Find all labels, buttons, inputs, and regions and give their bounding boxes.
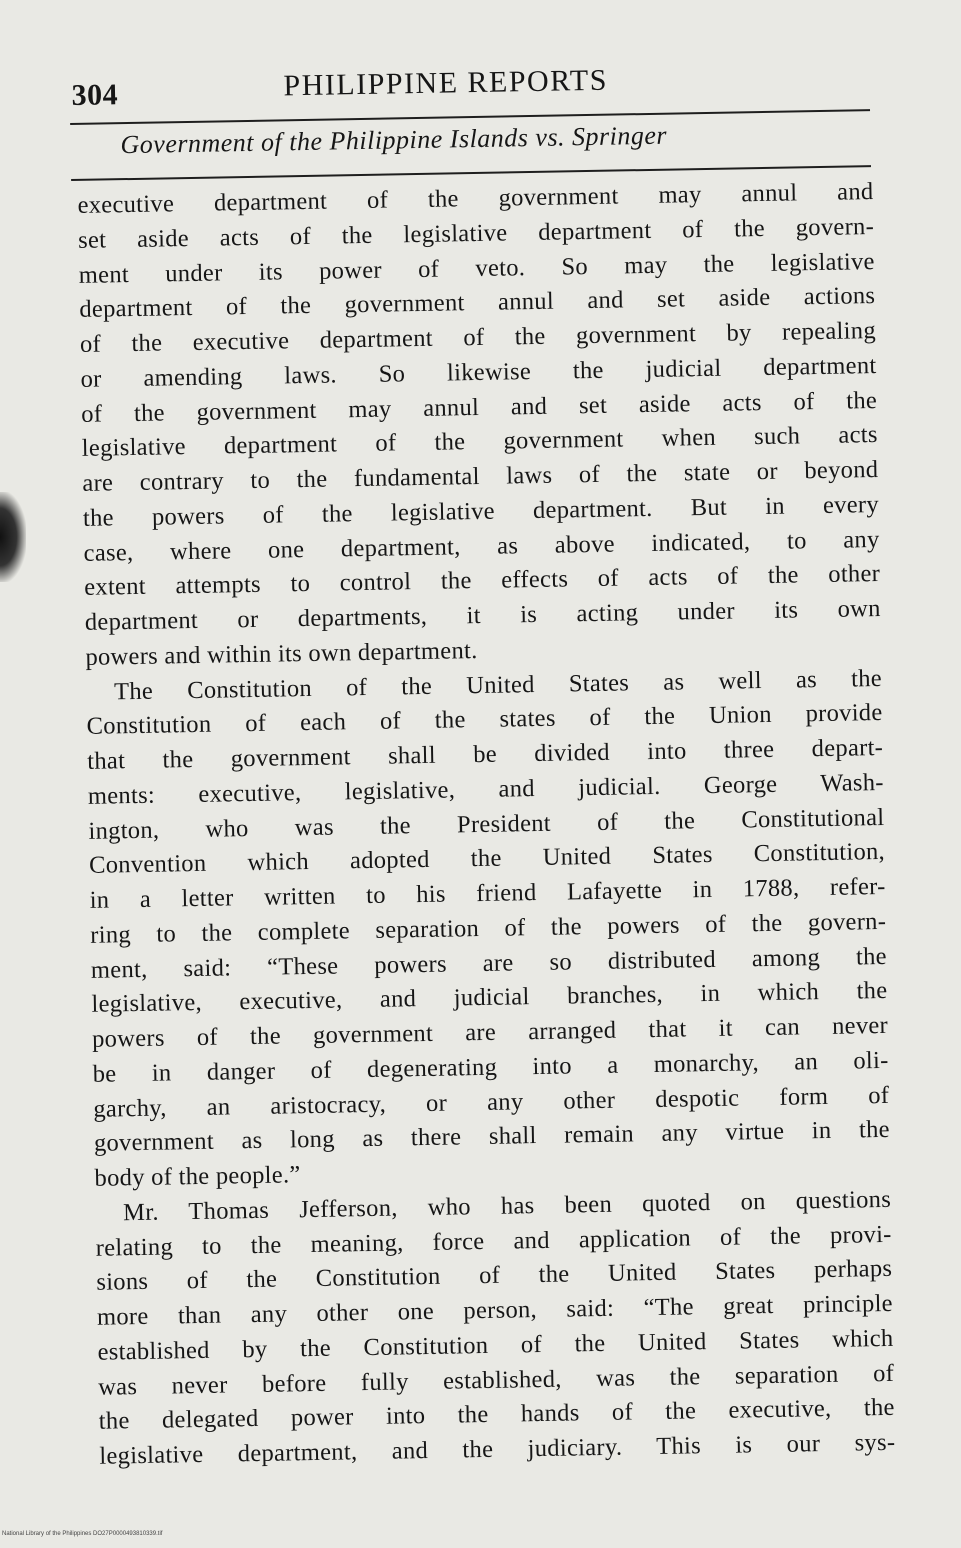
text-line: be in danger of degenerating into a monarchy, an oli- [92,1046,889,1088]
text-line: case, where one department, as above indicated, to any [83,525,880,567]
case-title: Government of the Philippine Islands vs. Springer [120,120,668,160]
text-line: in a letter written to his friend Lafayette in 1788, refer- [89,872,886,914]
body-text [77,175,895,1474]
text-line: sions of the Constitution of the United States perhaps [96,1255,893,1297]
text-line: the delegated power into the hands of the executive, the [98,1394,895,1435]
text-line: The Constitution of the United States as well as the [113,664,883,705]
text-line: Constitution of each of the states of the Union provide [86,699,883,741]
text-line: relating to the meaning, force and application of the provi- [95,1220,892,1262]
text-line: ington, who was the President of the Constitutional [88,803,885,845]
text-line: Mr. Thomas Jefferson, who has been quoted on questions [122,1185,892,1227]
text-line: powers of the government are arranged that it can never [91,1011,889,1053]
text-line: of the executive department of the government by repealing [79,317,877,358]
text-line: ment under its power of veto. So may the legislative [78,247,875,289]
running-head: PHILIPPINE REPORTS [283,63,609,103]
text-line: department or departments, it is acting under its own [84,594,881,636]
text-line: or amending laws. So likewise the judicial department [80,351,877,393]
text-line: set aside acts of the legislative department of the govern- [77,212,875,254]
text-line: that the government shall be divided into three depart- [87,733,884,775]
text-line: garchy, an aristocracy, or any other despotic form of [93,1081,890,1123]
scan-edge-shadow [0,492,26,582]
page-number: 304 [71,78,119,113]
text-line: Convention which adopted the United States Constitution, [88,838,886,880]
text-line: government as long as there shall remain any virtue in the [93,1116,891,1158]
text-line: powers and within its own department. [85,636,478,671]
text-line: department of the government annul and set aside actions [79,282,876,324]
text-line: ments: executive, legislative, and judicial. George Wash- [87,768,884,810]
text-line: the powers of the legislative department. But in every [82,490,880,532]
text-line: established by the Constitution of the United States which [97,1324,894,1366]
text-line: extent attempts to control the effects of acts of the other [83,560,881,602]
text-line: ring to the complete separation of the powers of the govern- [90,907,887,949]
text-line: legislative, executive, and judicial branches, in which the [91,977,888,1019]
text-line: of the government may annul and set aside acts of the [80,386,878,428]
text-line: ment, said: “These powers are so distributed among the [90,942,888,984]
text-line: body of the people.” [94,1161,301,1192]
footer-imprint: National Library of the Philippines DO27P0000493810339.tif [2,1531,163,1537]
text-line: are contrary to the fundamental laws of the state or beyond [82,456,879,497]
text-line: executive department of the government may annul and [77,178,874,219]
text-line: legislative department, and the judiciary. This is our sys- [99,1428,896,1470]
text-line: more than any other one person, said: “The great principle [96,1289,894,1331]
text-line: legislative department of the government when such acts [81,421,878,463]
header-rule-top [70,109,870,125]
text-line: was never before fully established, was the separation of [97,1359,895,1401]
